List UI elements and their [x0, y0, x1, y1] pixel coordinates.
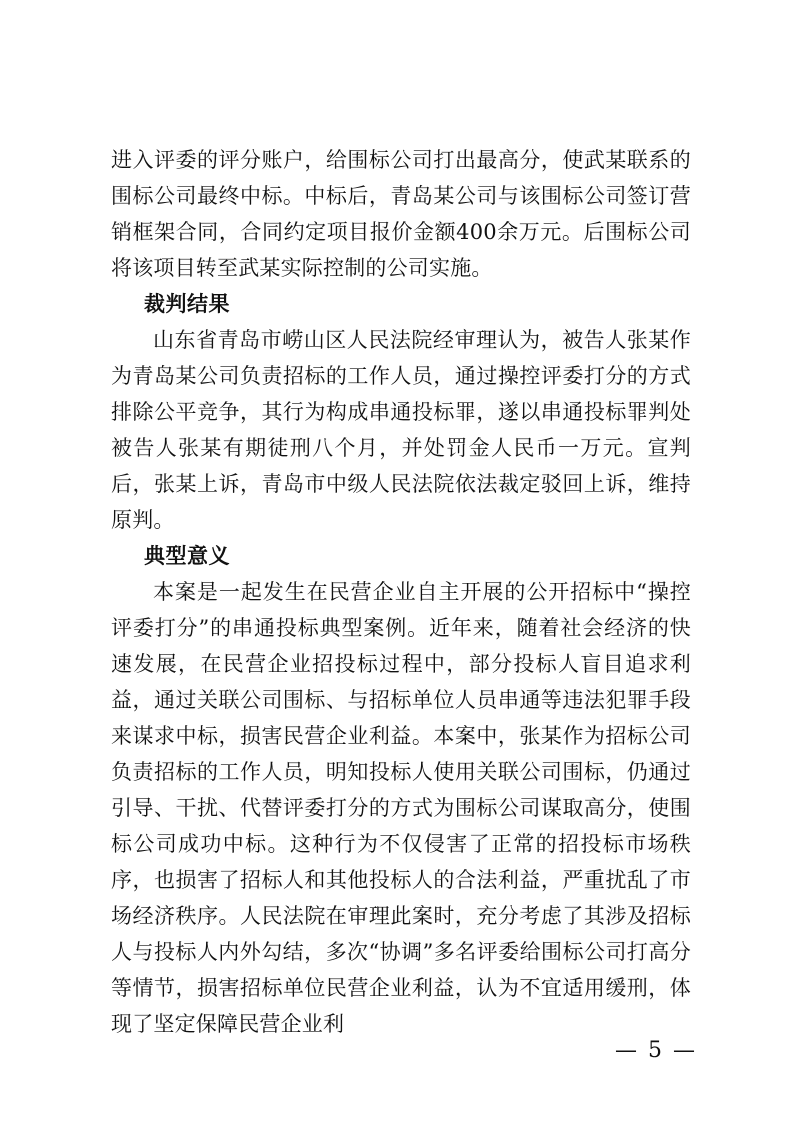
page-number: — 5 — [615, 1038, 697, 1063]
verdict-heading: 裁判结果 [144, 292, 230, 316]
significance-paragraph: 本案是一起发生在民营企业自主开展的公开招标中“操控评委打分”的串通投标典型案例。近年来，随着社会经济的快速发展，在民营企业招投标过程中，部分投标人盲目追求利益，通过关联公司围标、与招标单位人员串通等违法犯罪手段来谋求中标，损害民营企业利益。本案中，张某作为招标公司负责招标的工作人员，明知投标人使用关联公司围标，仍通过引导、干扰、代替评委打分的方式为围标公司谋取高分，使围标公司成功中标。这种行为不仅侵害了正常的招投标市场秩序，也损害了招标人和其他投标人的合法利益，严重扰乱了市场经济秩序。人民法院在审理此案时，充分考虑了其涉及招标人与投标人内外勾结，多次“协调”多名评委给围标公司打高分等情节，损害招标单位民营企业利益，认为不宜适用缓刑，体现了坚定保障民营企业利 [111, 580, 691, 1036]
verdict-paragraph: 山东省青岛市崂山区人民法院经审理认为，被告人张某作为青岛某公司负责招标的工作人员，通过操控评委打分的方式排除公平竞争，其行为构成串通投标罪，遂以串通投标罪判处被告人张某有期徒刑八个月，并处罚金人民币一万元。宣判后，张某上诉，青岛市中级人民法院依法裁定驳回上诉，维持原判。 [111, 328, 691, 532]
document-body [111, 142, 691, 1042]
significance-heading: 典型意义 [144, 544, 230, 568]
intro-paragraph: 进入评委的评分账户，给围标公司打出最高分，使武某联系的围标公司最终中标。中标后，青岛某公司与该围标公司签订营销框架合同，合同约定项目报价金额400余万元。后围标公司将该项目转至武某实际控制的公司实施。 [111, 148, 691, 280]
